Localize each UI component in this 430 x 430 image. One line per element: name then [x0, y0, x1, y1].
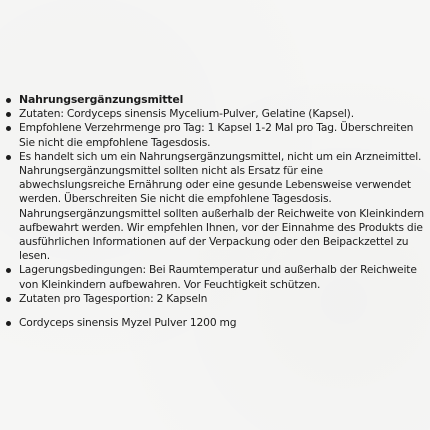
bullet-icon	[6, 321, 11, 326]
info-list	[4, 93, 426, 306]
list-item-heading	[4, 93, 426, 107]
product-info-text	[4, 93, 426, 330]
list-item-storage	[4, 263, 426, 291]
storage-text: Lagerungsbedingungen: Bei Raumtemperatur und außerhalb der Reichweite von Kleinkindern aufbewahren. Vor Feuchtigkeit schützen.	[19, 263, 417, 291]
daily-portion-text: Zutaten pro Tagesportion: 2 Kapseln	[19, 291, 208, 305]
heading-text: Nahrungsergänzungsmittel	[19, 93, 184, 106]
spacer	[4, 306, 426, 316]
bullet-icon	[6, 126, 11, 131]
bullet-icon	[6, 297, 11, 302]
bullet-icon	[6, 112, 11, 117]
list-item-daily-portion	[4, 292, 426, 306]
list-item-amount	[4, 316, 426, 330]
ingredients-text: Zutaten: Cordyceps sinensis Mycelium-Pulver, Gelatine (Kapsel).	[19, 107, 354, 121]
list-item-recommended-dose	[4, 121, 426, 149]
amount-text: Cordyceps sinensis Myzel Pulver 1200 mg	[19, 316, 237, 330]
warning-text: Es handelt sich um ein Nahrungsergänzungsmittel, nicht um ein Arzneimittel. Nahrungsergänzungsmittel sollten nicht als Ersatz für eine abwechslungsreiche Ernährung oder eine gesunde Lebensweise verwendet werden. Überschreiten Sie nicht die empfohlene Tagesdosis. Nahrungsergänzungsmittel sollten außerhalb der Reichweite von Kleinkindern aufbewahrt werden. Wir empfehlen Ihnen, vor der Einnahme des Produkts die ausführlichen Informationen auf der Verpackung oder den Beipackzettel zu lesen.	[19, 149, 425, 263]
bullet-icon	[6, 268, 11, 273]
bullet-icon	[6, 98, 11, 103]
amount-list	[4, 316, 426, 330]
list-item-warning	[4, 150, 426, 264]
bullet-icon	[6, 155, 11, 160]
list-item-ingredients	[4, 107, 426, 121]
dose-text: Empfohlene Verzehrmenge pro Tag: 1 Kapsel 1-2 Mal pro Tag. Überschreiten Sie nicht die empfohlene Tagesdosis.	[19, 121, 414, 149]
